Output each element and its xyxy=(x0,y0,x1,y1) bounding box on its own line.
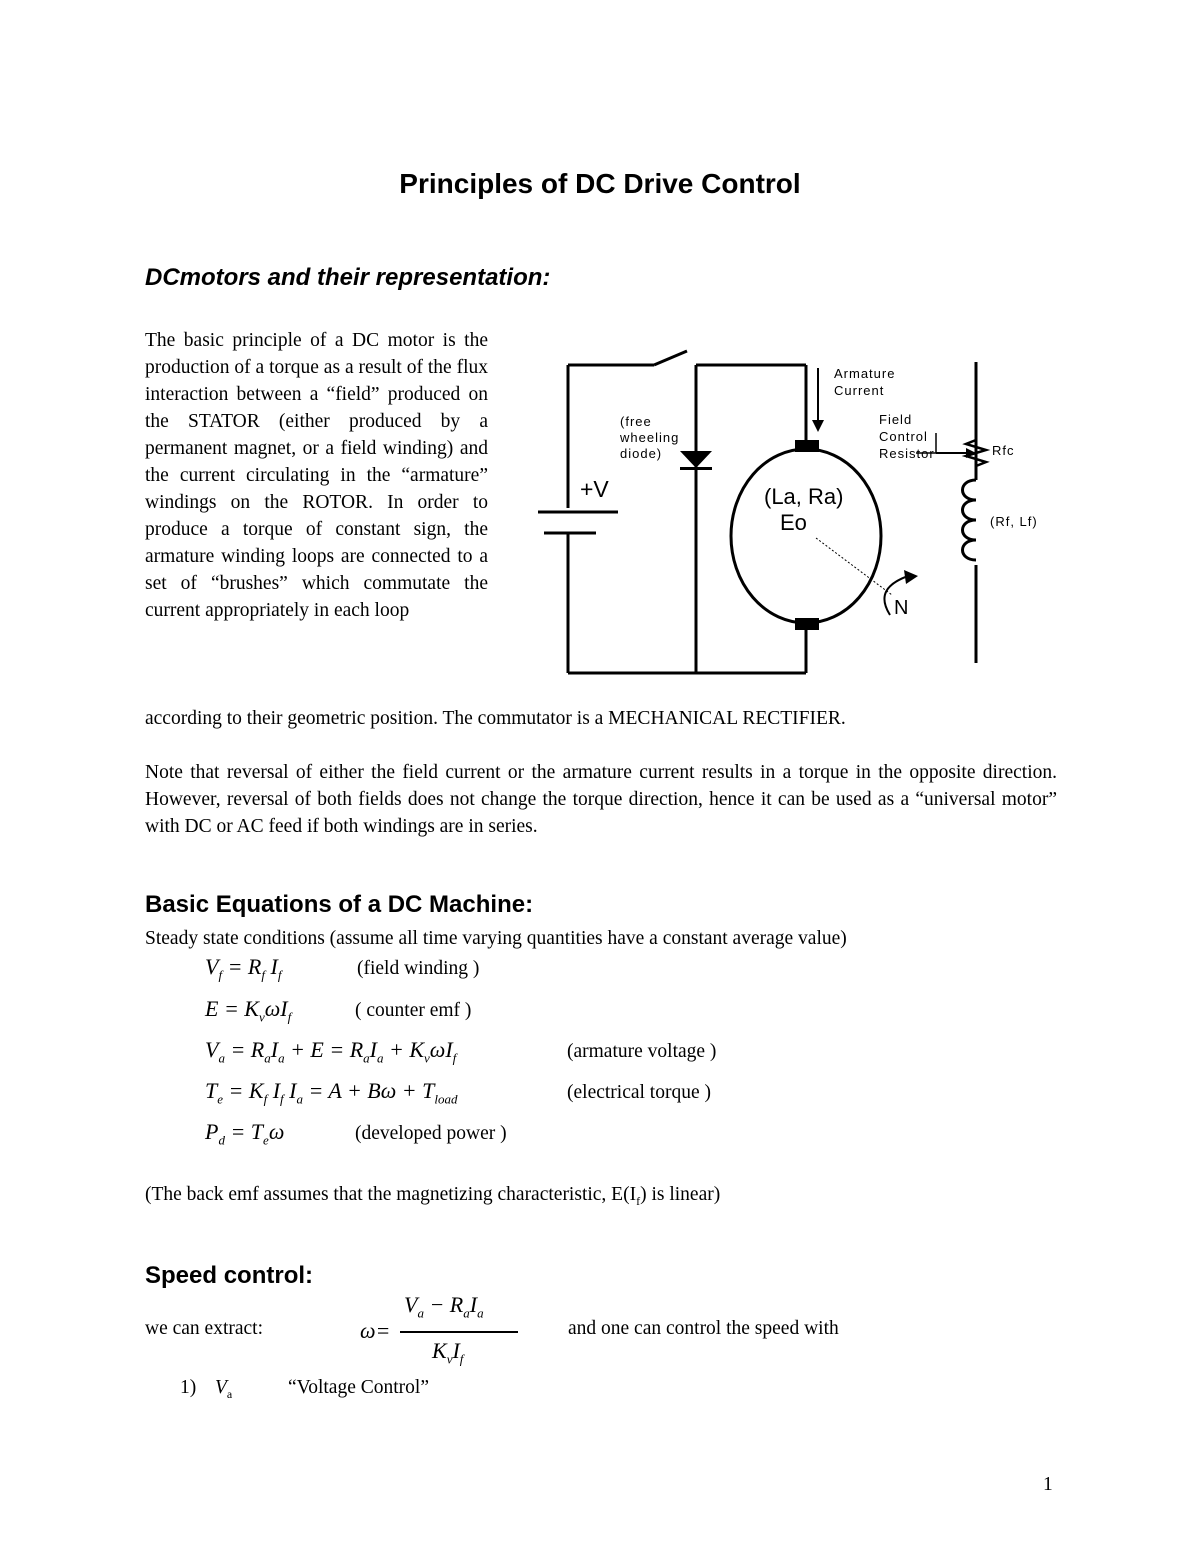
equation-armature-voltage: $V_a = R_aI_a + E = R_aI_a + K_v\omega I_f$ (armature voltage ) xyxy=(205,1037,717,1066)
armature-current-label-1: Armature xyxy=(834,366,896,381)
equation-note-field: (field winding ) xyxy=(357,958,480,979)
diode-symbol xyxy=(680,451,712,468)
equation-note-armature: (armature voltage ) xyxy=(567,1041,717,1062)
list-item-variable: $V_a$ xyxy=(215,1377,233,1401)
equation-note-torque: (electrical torque ) xyxy=(567,1082,711,1103)
speed-label: N xyxy=(894,597,909,619)
section-heading-dc-motors: DCmotors and their representation: xyxy=(145,264,551,291)
section-heading-basic-equations: Basic Equations of a DC Machine: xyxy=(145,891,534,918)
section-heading-speed-control: Speed control: xyxy=(145,1262,314,1289)
back-emf-note: (The back emf assumes that the magnetizing characteristic, $E(I_f)$ is linear) xyxy=(145,1184,721,1208)
extract-text: we can extract: xyxy=(145,1318,264,1339)
speed-fraction-bar xyxy=(400,1331,518,1333)
field-params-label: (Rf, Lf) xyxy=(990,514,1038,529)
note-paragraph: Note that reversal of either the field current or the armature current results in a torque in the opposite direction. However, reversal of both fields does not change the torque direction, hence it can be used as a “universal motor” with DC or AC feed if both windings are in series. xyxy=(145,762,1057,837)
diode-label-3: diode) xyxy=(620,446,663,461)
diode-label-2: wheeling xyxy=(620,430,680,445)
rfc-label: Rfc xyxy=(992,443,1015,458)
equation-electrical-torque: $T_e = K_f$ $I_f$ $I_a = A + B\omega + T_{load}$ (electrical torque ) xyxy=(205,1078,711,1107)
omega-equals: ω= xyxy=(360,1318,391,1343)
intro-paragraph: The basic principle of a DC motor is the production of a torque as a result of the flux interaction between a “field” produced on the STATOR (either produced by a permanent magnet, or a field winding) and the current circulating in the “armature” windings on the ROTOR. In order to produce a torque of constant sign, the armature winding loops are connected to a set of “brushes” which commutate the current appropriately in each loop xyxy=(145,330,488,621)
intro-paragraph-tail: according to their geometric position. The commutator is a MECHANICAL RECTIFIER. xyxy=(145,708,846,729)
steady-state-text: Steady state conditions (assume all time varying quantities have a constant average value) xyxy=(145,928,847,949)
field-resistor-label-3: Resistor xyxy=(879,446,935,461)
diode-label-1: (free xyxy=(620,414,652,429)
equation-counter-emf: $E = K_v\omega I_f$ ( counter emf ) xyxy=(205,996,472,1025)
field-resistor-label-2: Control xyxy=(879,429,928,444)
control-text: and one can control the speed with xyxy=(568,1318,839,1339)
list-item-number: 1) xyxy=(180,1377,197,1398)
speed-fraction-denominator: $K_vI_f$ xyxy=(432,1338,464,1367)
field-winding-coil xyxy=(963,480,977,560)
field-resistor-label-1: Field xyxy=(879,412,913,427)
speed-fraction-numerator: $V_a - R_aI_a$ xyxy=(404,1292,484,1321)
emf-label: Eo xyxy=(780,510,807,535)
equation-developed-power: $P_d = T_e\omega$ (developed power ) xyxy=(205,1119,507,1148)
supply-label: +V xyxy=(580,476,609,502)
motor-params-label: (La, Ra) xyxy=(764,484,844,509)
equation-field-winding: $V_f = R_f$ $I_f$ (field winding ) xyxy=(205,954,480,983)
equation-note-emf: ( counter emf ) xyxy=(355,1000,472,1021)
page-title: Principles of DC Drive Control xyxy=(399,168,801,199)
equation-note-power: (developed power ) xyxy=(355,1123,507,1144)
armature-current-label-2: Current xyxy=(834,383,885,398)
dc-motor-circuit-diagram xyxy=(530,340,1070,690)
top-brush xyxy=(795,440,819,452)
bottom-brush xyxy=(795,618,819,630)
list-item-label: “Voltage Control” xyxy=(288,1377,429,1398)
page-number: 1 xyxy=(1043,1474,1053,1495)
motor-armature xyxy=(731,449,881,623)
switch-contact xyxy=(654,351,687,365)
